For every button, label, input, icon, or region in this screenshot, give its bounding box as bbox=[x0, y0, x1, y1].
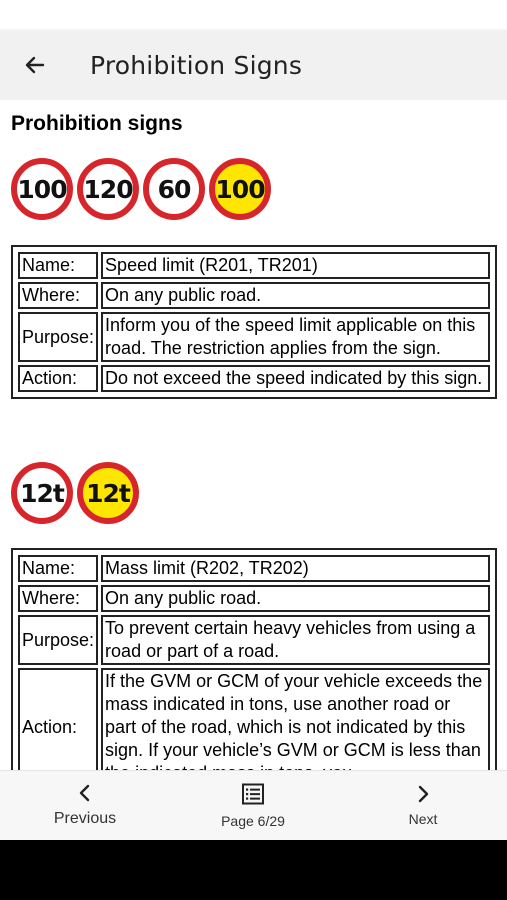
table-row bbox=[18, 555, 490, 582]
content-area[interactable] bbox=[0, 100, 507, 770]
previous-label: Previous bbox=[53, 810, 117, 827]
speed-sign: 100 bbox=[11, 158, 73, 220]
row-label: Action: bbox=[18, 365, 98, 392]
speed-limit-table bbox=[11, 245, 497, 399]
next-label: Next bbox=[408, 811, 438, 827]
list-icon bbox=[241, 783, 265, 805]
bottom-navigation bbox=[0, 770, 507, 840]
speed-sign-temporary: 100 bbox=[209, 158, 271, 220]
table-row bbox=[18, 585, 490, 612]
table-row bbox=[18, 365, 490, 392]
row-label: Action: bbox=[18, 668, 98, 787]
mass-sign: 12t bbox=[11, 462, 73, 524]
table-row bbox=[18, 252, 490, 279]
row-label: Purpose: bbox=[18, 615, 98, 665]
row-value: Inform you of the speed limit applicable on this road. The restriction applies from the sign. bbox=[101, 312, 490, 362]
mass-sign-temporary: 12t bbox=[77, 462, 139, 524]
speed-sign: 120 bbox=[77, 158, 139, 220]
row-value: On any public road. bbox=[101, 585, 490, 612]
chevron-right-icon bbox=[416, 785, 430, 803]
row-label: Name: bbox=[18, 555, 98, 582]
next-button[interactable] bbox=[393, 771, 453, 841]
chevron-left-icon bbox=[78, 784, 92, 802]
row-label: Purpose: bbox=[18, 312, 98, 362]
row-value: Mass limit (R202, TR202) bbox=[101, 555, 490, 582]
row-value: Do not exceed the speed indicated by this sign. bbox=[101, 365, 490, 392]
back-button[interactable] bbox=[0, 30, 70, 100]
row-value: On any public road. bbox=[101, 282, 490, 309]
page-indicator: Page 6/29 bbox=[221, 813, 285, 829]
mass-signs-row bbox=[11, 462, 139, 524]
row-value: To prevent certain heavy vehicles from using a road or part of a road. bbox=[101, 615, 490, 665]
page-index-button[interactable] bbox=[203, 771, 303, 841]
app-bar bbox=[0, 30, 507, 100]
mass-limit-table bbox=[11, 548, 497, 794]
speed-sign: 60 bbox=[143, 158, 205, 220]
section-heading: Prohibition signs bbox=[11, 112, 183, 135]
row-label: Where: bbox=[18, 585, 98, 612]
row-label: Where: bbox=[18, 282, 98, 309]
table-row bbox=[18, 282, 490, 309]
row-value: If the GVM or GCM of your vehicle exceeds the mass indicated in tons, use another road or part of the road, which is not indicated by this sign. If your vehicle’s GVM or GCM is less than bbox=[101, 668, 490, 787]
speed-signs-row bbox=[11, 158, 271, 220]
table-row bbox=[18, 312, 490, 362]
system-navigation-bar bbox=[0, 840, 507, 900]
page-title: Prohibition Signs bbox=[90, 50, 303, 80]
previous-button[interactable] bbox=[40, 771, 130, 841]
row-value: Speed limit (R201, TR201) bbox=[101, 252, 490, 279]
arrow-left-icon bbox=[23, 53, 47, 77]
status-bar bbox=[0, 0, 507, 30]
row-label: Name: bbox=[18, 252, 98, 279]
table-row bbox=[18, 615, 490, 665]
